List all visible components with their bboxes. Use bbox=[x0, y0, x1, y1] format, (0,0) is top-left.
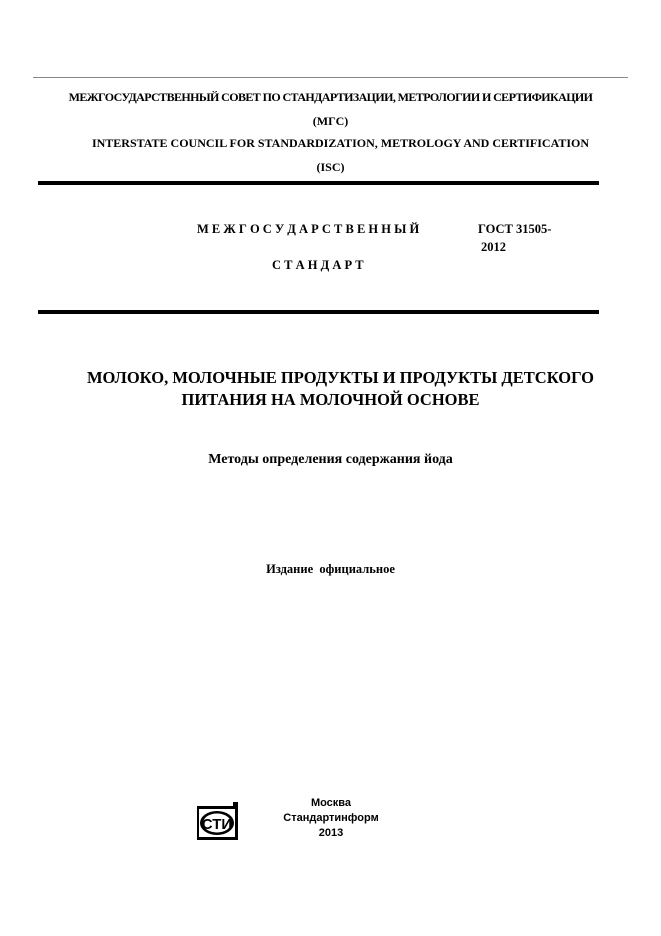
publisher-year: 2013 bbox=[318, 827, 344, 839]
standard-type-line2: С Т А Н Д А Р Т bbox=[272, 258, 364, 272]
council-en: INTERSTATE COUNCIL FOR STANDARDIZATION, METROLOGY AND CERTIFICATION bbox=[91, 136, 590, 150]
header-rule bbox=[38, 181, 599, 185]
title-line1: МОЛОКО, МОЛОЧНЫЕ ПРОДУКТЫ И ПРОДУКТЫ ДЕТСКОГО bbox=[86, 368, 595, 387]
standard-type-line1: М Е Ж Г О С У Д А Р С Т В Е Н Н Ы Й bbox=[197, 222, 420, 236]
publisher-name: Стандартинформ bbox=[283, 812, 379, 824]
subtitle: Методы определения содержания йода bbox=[208, 452, 453, 467]
standard-year: 2012 bbox=[481, 240, 506, 254]
council-abbr-en: (ISC) bbox=[316, 160, 345, 174]
top-rule bbox=[33, 77, 628, 78]
standard-rule bbox=[38, 310, 599, 314]
title-line2: ПИТАНИЯ НА МОЛОЧНОЙ ОСНОВЕ bbox=[181, 390, 480, 409]
edition-note: Издание официальное bbox=[266, 562, 395, 576]
publisher-city: Москва bbox=[310, 797, 352, 809]
standartinform-logo bbox=[195, 800, 239, 842]
council-ru: МЕЖГОСУДАРСТВЕННЫЙ СОВЕТ ПО СТАНДАРТИЗАЦИИ, МЕТРОЛОГИИ И СЕРТИФИКАЦИИ bbox=[68, 90, 593, 104]
council-abbr-ru: (МГС) bbox=[312, 114, 349, 128]
standard-number: ГОСТ 31505- bbox=[478, 222, 552, 236]
svg-text:СТИ: СТИ bbox=[201, 816, 233, 833]
